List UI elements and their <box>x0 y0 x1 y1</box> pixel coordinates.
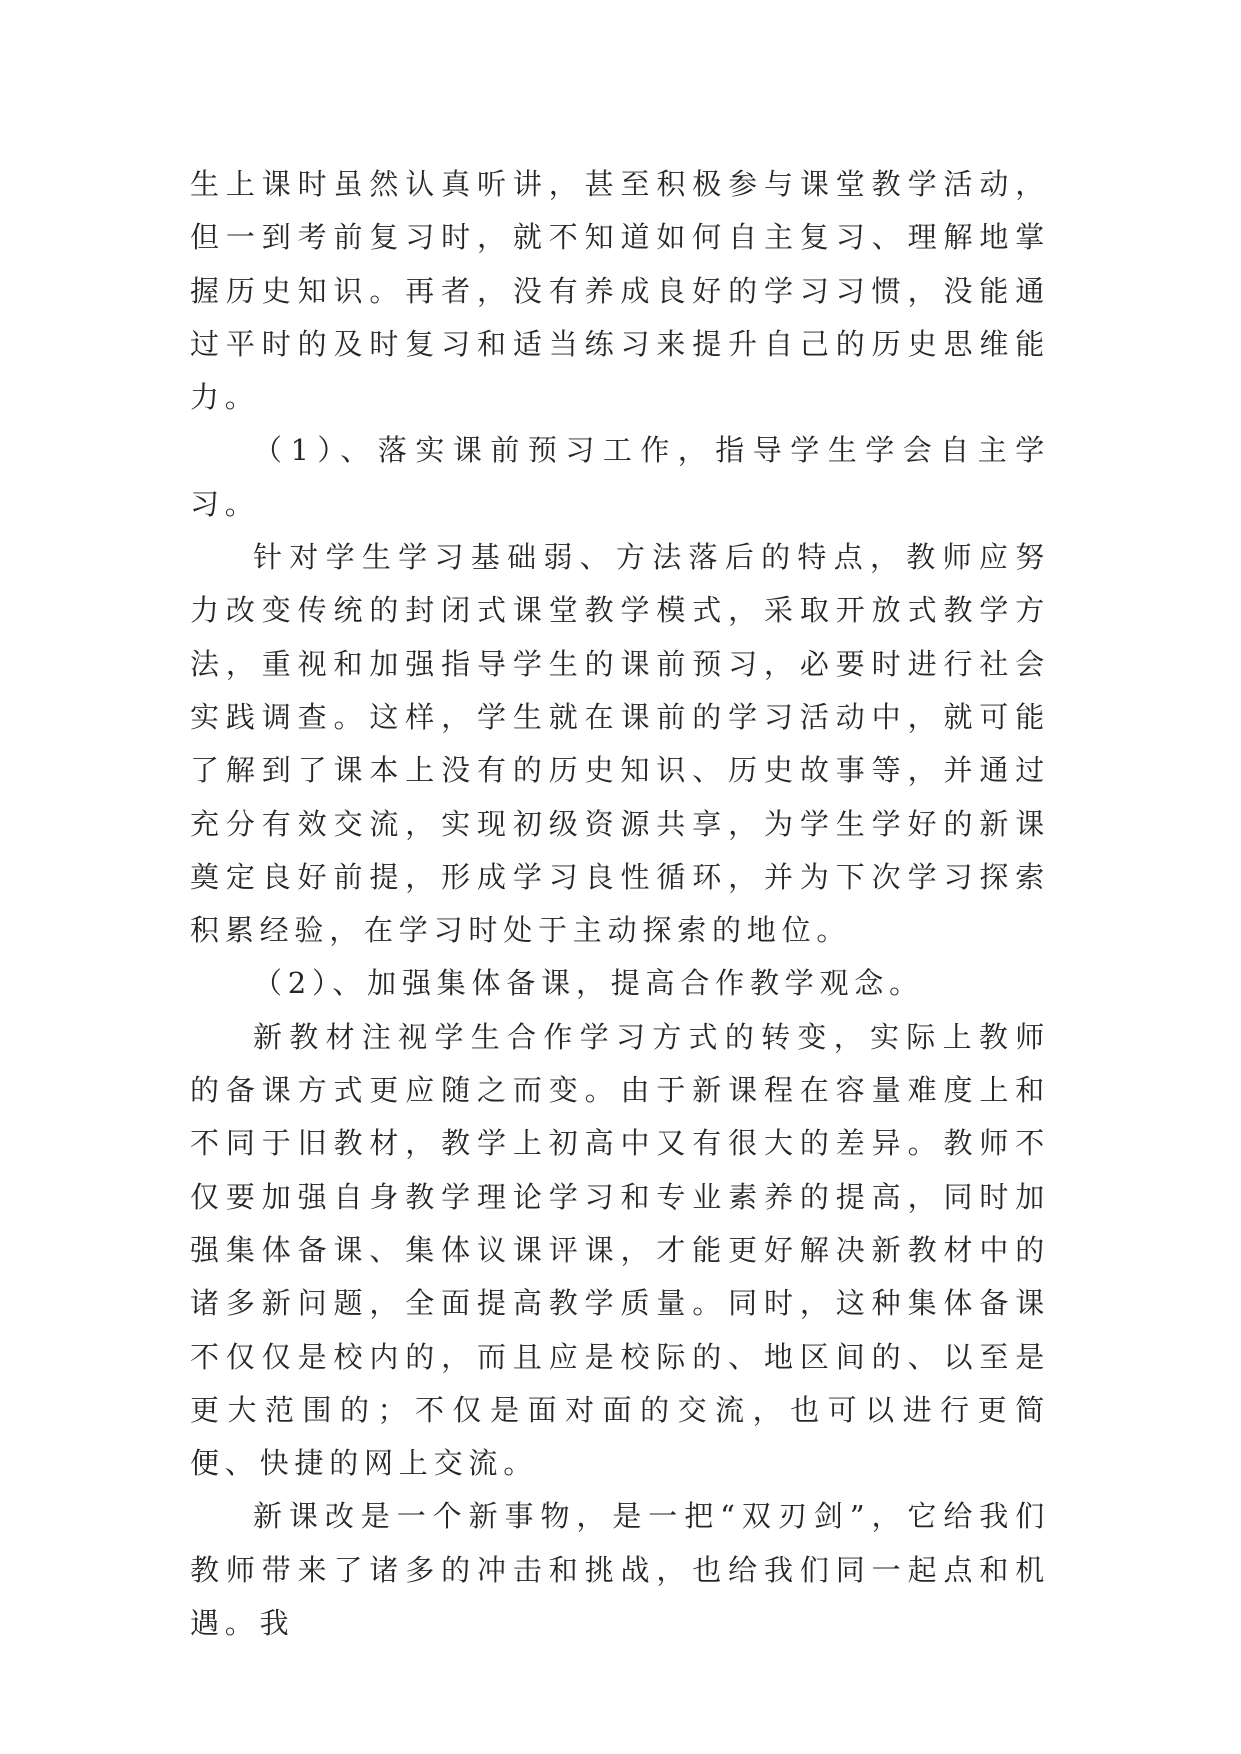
paragraph-collective-prep: 新教材注视学生合作学习方式的转变，实际上教师的备课方式更应随之而变。由于新课程在容量难度上和不同于旧教材，教学上初高中又有很大的差异。教师不仅要加强自身教学理论学习和专业素养的提高，同时加强集体备课、集体议课评课，才能更好解决新教材中的诸多新问题，全面提高教学质量。同时，这种集体备课不仅仅是校内的，而且应是校际的、地区间的、以至是更大范围的；不仅是面对面的交流，也可以进行更简便、快捷的网上交流。 <box>190 1019 1050 1481</box>
document-body <box>190 158 1050 1650</box>
paragraph-preview: 针对学生学习基础弱、方法落后的特点，教师应努力改变传统的封闭式课堂教学模式，采取开放式教学方法，重视和加强指导学生的课前预习，必要时进行社会实践调查。这样，学生就在课前的学习活动中，就可能了解到了课本上没有的历史知识、历史故事等，并通过充分有效交流，实现初级资源共享，为学生学好的新课奠定良好前提，形成学习良性循环，并为下次学习探索积累经验，在学习时处于主动探索的地位。 <box>190 540 1050 948</box>
paragraph-new-reform: 新课改是一个新事物，是一把“双刃剑”，它给我们教师带来了诸多的冲击和挑战，也给我们同一起点和机遇。我 <box>190 1499 1050 1641</box>
section-heading-2: （2）、加强集体备课，提高合作教学观念。 <box>253 966 924 1001</box>
section-heading-1: （1）、落实课前预习工作，指导学生学会自主学习。 <box>190 433 1050 521</box>
paragraph-continuation: 生上课时虽然认真听讲，甚至积极参与课堂教学活动，但一到考前复习时，就不知道如何自主复习、理解地掌握历史知识。再者，没有养成良好的学习习惯，没能通过平时的及时复习和适当练习来提升自己的历史思维能力。 <box>190 167 1050 415</box>
